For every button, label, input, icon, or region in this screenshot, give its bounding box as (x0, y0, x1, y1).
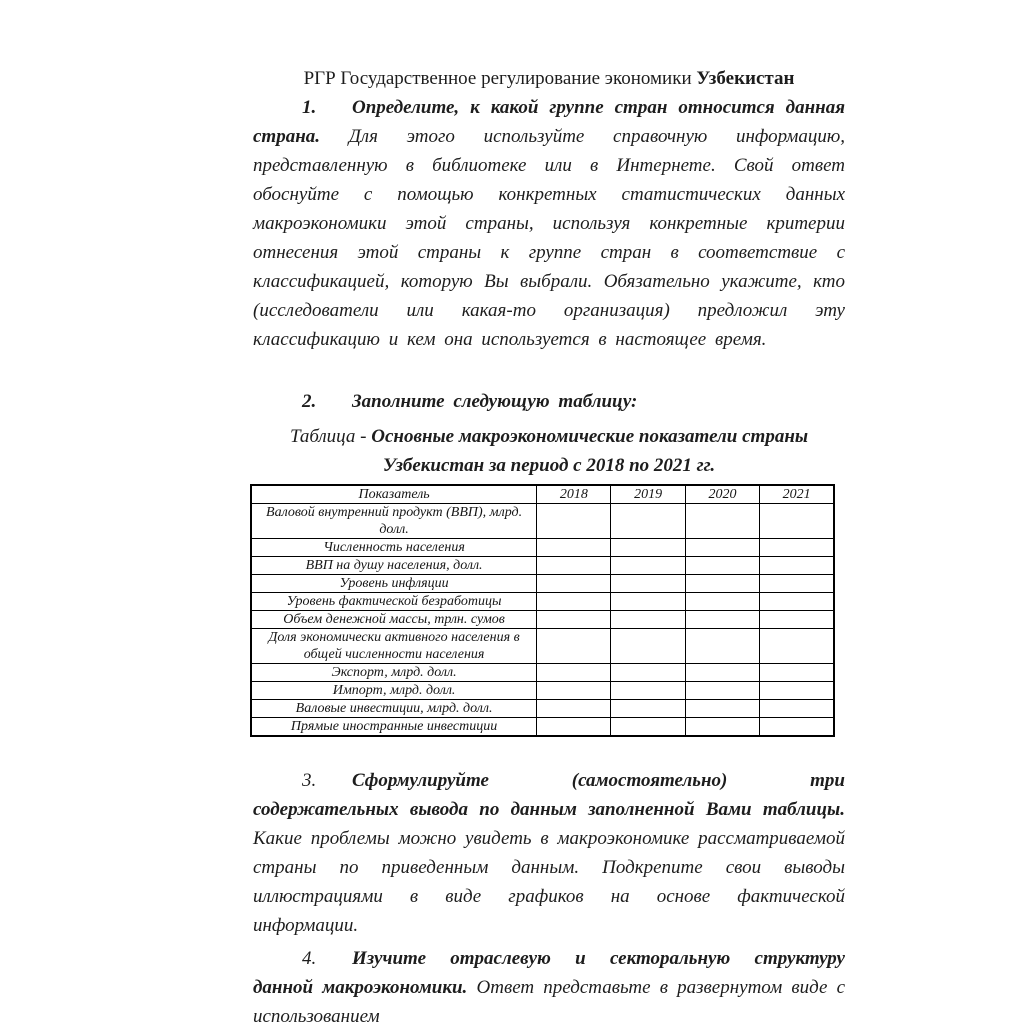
table-row (251, 629, 834, 664)
header-cell-year: 2018 (537, 485, 611, 504)
row-label-cell: Прямые иностранные инвестиции (251, 718, 537, 737)
table-header-row (251, 485, 834, 504)
header-cell-year: 2020 (685, 485, 759, 504)
year-value-cell (537, 557, 611, 575)
year-value-cell (685, 575, 759, 593)
row-label-cell: Экспорт, млрд. долл. (251, 664, 537, 682)
table-caption-label: Таблица - (289, 426, 372, 447)
year-value-cell (685, 539, 759, 557)
year-value-cell (537, 575, 611, 593)
table-caption-subtitle: Узбекистан за период с 2018 по 2021 гг. (382, 455, 716, 476)
year-value-cell (760, 629, 834, 664)
year-value-cell (685, 593, 759, 611)
year-value-cell (611, 718, 685, 737)
table-row (251, 664, 834, 682)
year-value-cell (760, 557, 834, 575)
item-heading: Изучите отраслевую и секторальную структуру данной макроэкономики. (253, 948, 845, 998)
row-label-cell: Валовой внутренний продукт (ВВП), млрд. долл. (251, 504, 537, 539)
row-label-cell: Доля экономически активного населения в общей численности населения (251, 629, 537, 664)
row-label-cell: Объем денежной массы, трлн. сумов (251, 611, 537, 629)
year-value-cell (685, 504, 759, 539)
year-value-cell (685, 682, 759, 700)
header-cell-year: 2021 (760, 485, 834, 504)
year-value-cell (611, 682, 685, 700)
year-value-cell (537, 504, 611, 539)
year-value-cell (611, 575, 685, 593)
table-row (251, 593, 834, 611)
row-label-cell: Уровень фактической безработицы (251, 593, 537, 611)
year-value-cell (611, 504, 685, 539)
table-row (251, 682, 834, 700)
year-value-cell (611, 700, 685, 718)
year-value-cell (537, 700, 611, 718)
year-value-cell (760, 593, 834, 611)
document-title (253, 64, 845, 93)
item-number: 4. (302, 948, 317, 969)
year-value-cell (537, 593, 611, 611)
year-value-cell (685, 718, 759, 737)
row-label-cell: Численность населения (251, 539, 537, 557)
year-value-cell (537, 629, 611, 664)
year-value-cell (685, 557, 759, 575)
year-value-cell (611, 629, 685, 664)
item-heading: Заполните следующую таблицу: (352, 391, 638, 412)
table-row (251, 611, 834, 629)
table-row (251, 504, 834, 539)
document-title-country: Узбекистан (696, 68, 795, 89)
year-value-cell (537, 682, 611, 700)
item-body: Какие проблемы можно увидеть в макроэкономике рассматриваемой страны по приведенным данным. Подкрепите свои выводы иллюстрациями в виде графиков на основе фактической информации. (253, 828, 845, 936)
row-label-cell: Уровень инфляции (251, 575, 537, 593)
year-value-cell (537, 664, 611, 682)
item-number: 3. (302, 770, 317, 791)
task-item-4 (253, 944, 845, 1031)
table-caption (253, 422, 845, 480)
table-row (251, 539, 834, 557)
year-value-cell (537, 539, 611, 557)
year-value-cell (611, 539, 685, 557)
table-row (251, 575, 834, 593)
table-caption-title: Основные макроэкономические показатели страны (371, 426, 809, 447)
table-body (251, 504, 834, 737)
row-label-cell: ВВП на душу населения, долл. (251, 557, 537, 575)
year-value-cell (760, 539, 834, 557)
row-label-cell: Валовые инвестиции, млрд. долл. (251, 700, 537, 718)
document-title-text: РГР Государственное регулирование экономики (303, 68, 692, 89)
year-value-cell (685, 664, 759, 682)
document-content (253, 64, 845, 1031)
year-value-cell (685, 700, 759, 718)
item-body: Ответ представьте в развернутом виде с использованием (253, 977, 845, 1027)
task-item-1 (253, 93, 845, 354)
year-value-cell (760, 700, 834, 718)
item-heading: Сформулируйте (самостоятельно) три содержательных вывода по данным заполненной Вами таблицы. (253, 770, 845, 820)
year-value-cell (611, 593, 685, 611)
year-value-cell (760, 682, 834, 700)
year-value-cell (611, 611, 685, 629)
item-number: 2. (302, 391, 317, 412)
task-item-3 (253, 766, 845, 940)
year-value-cell (685, 629, 759, 664)
table-row (251, 557, 834, 575)
task-item-2 (253, 387, 845, 416)
year-value-cell (611, 557, 685, 575)
year-value-cell (760, 504, 834, 539)
year-value-cell (760, 664, 834, 682)
year-value-cell (611, 664, 685, 682)
year-value-cell (537, 611, 611, 629)
table-row (251, 700, 834, 718)
indicators-table (250, 484, 835, 737)
year-value-cell (685, 611, 759, 629)
item-heading: Определите, к какой группе стран относится данная страна. (253, 97, 845, 147)
year-value-cell (537, 718, 611, 737)
item-body: Для этого используйте справочную информацию, представленную в библиотеке или в Интернете. Свой ответ обоснуйте с помощью конкретных статистических данных макроэкономики этой страны, используя конкретные критерии отнесения этой страны к группе стран в соответствие с классификацией, которую Вы выбрали. Обязательно укажите, кто (исследователи или какая-то организация) предложил эту классификацию и кем она используется в настоящее время. (253, 126, 845, 350)
row-label-cell: Импорт, млрд. долл. (251, 682, 537, 700)
item-number: 1. (302, 97, 317, 118)
header-cell-year: 2019 (611, 485, 685, 504)
table-row (251, 718, 834, 737)
year-value-cell (760, 611, 834, 629)
header-cell-indicator: Показатель (251, 485, 537, 504)
year-value-cell (760, 575, 834, 593)
year-value-cell (760, 718, 834, 737)
